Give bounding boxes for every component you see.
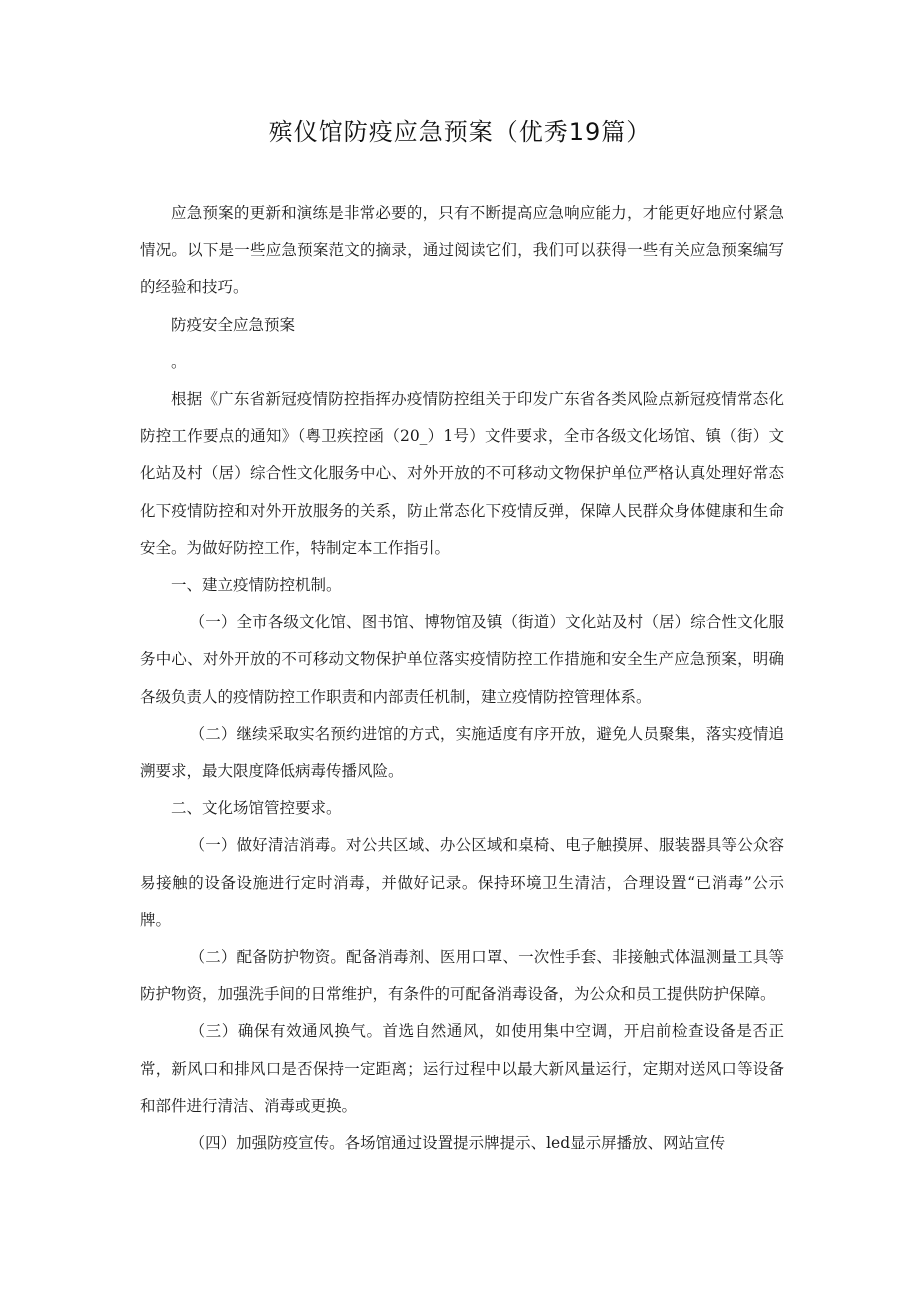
heading-section-1: 一、建立疫情防控机制。 — [171, 576, 342, 595]
paragraph-section-2-item-2: （二）配备防护物资。配备消毒剂、医用口罩、一次性手套、非接触式体温测量工具等防护物资，加强洗手间的日常维护，有条件的可配备消毒设备，为公众和员工提供防护保障。 — [140, 948, 784, 1004]
paragraph-intro: 应急预案的更新和演练是非常必要的，只有不断提高应急响应能力，才能更好地应付紧急情况。以下是一些应急预案范文的摘录，通过阅读它们，我们可以获得一些有关应急预案编写的经验和技巧。 — [140, 204, 784, 297]
paragraph-section-heading: 防疫安全应急预案 — [171, 315, 296, 334]
paragraph-dot: 。 — [171, 352, 187, 371]
paragraph-section-2-item-1: （一）做好清洁消毒。对公共区域、办公区域和桌椅、电子触摸屏、服装器具等公众容易接触的设备设施进行定时消毒，并做好记录。保持环境卫生清洁，合理设置“已消毒”公示牌。 — [140, 836, 784, 929]
paragraph-section-2-item-4: （四）加强防疫宣传。各场馆通过设置提示牌提示、led显示屏播放、网站宣传 — [189, 1134, 726, 1153]
paragraph-basis: 根据《广东省新冠疫情防控指挥办疫情防控组关于印发广东省各类风险点新冠疫情常态化防控工作要点的通知》（粤卫疾控函（20_）1号）文件要求，全市各级文化场馆、镇（街）文化站及村（居）综合性文化服务中心、对外开放的不可移动文物保护单位严格认真处理好常态化下疫情防控和对外开放服务的关系，防止常态化下疫情反弹，保障人民群众身体健康和生命安全。为做好防控工作，特制定本工作指引。 — [140, 390, 784, 557]
paragraph-section-1-item-2: （二）继续采取实名预约进馆的方式，实施适度有序开放，避免人员聚集，落实疫情追溯要求，最大限度降低病毒传播风险。 — [140, 724, 784, 781]
document-body — [140, 195, 784, 1162]
heading-section-2: 二、文化场馆管控要求。 — [171, 799, 342, 818]
paragraph-section-2-item-3: （三）确保有效通风换气。首选自然通风，如使用集中空调，开启前检查设备是否正常，新风口和排风口是否保持一定距离；运行过程中以最大新风量运行，定期对送风口等设备和部件进行清洁、消毒或更换。 — [140, 1022, 784, 1115]
document-title: 殡仪馆防疫应急预案（优秀19篇） — [268, 118, 652, 146]
paragraph-section-1-item-1: （一）全市各级文化馆、图书馆、博物馆及镇（街道）文化站及村（居）综合性文化服务中心、对外开放的不可移动文物保护单位落实疫情防控工作措施和安全生产应急预案，明确各级负责人的疫情防控工作职责和内部责任机制，建立疫情防控管理体系。 — [140, 613, 784, 706]
